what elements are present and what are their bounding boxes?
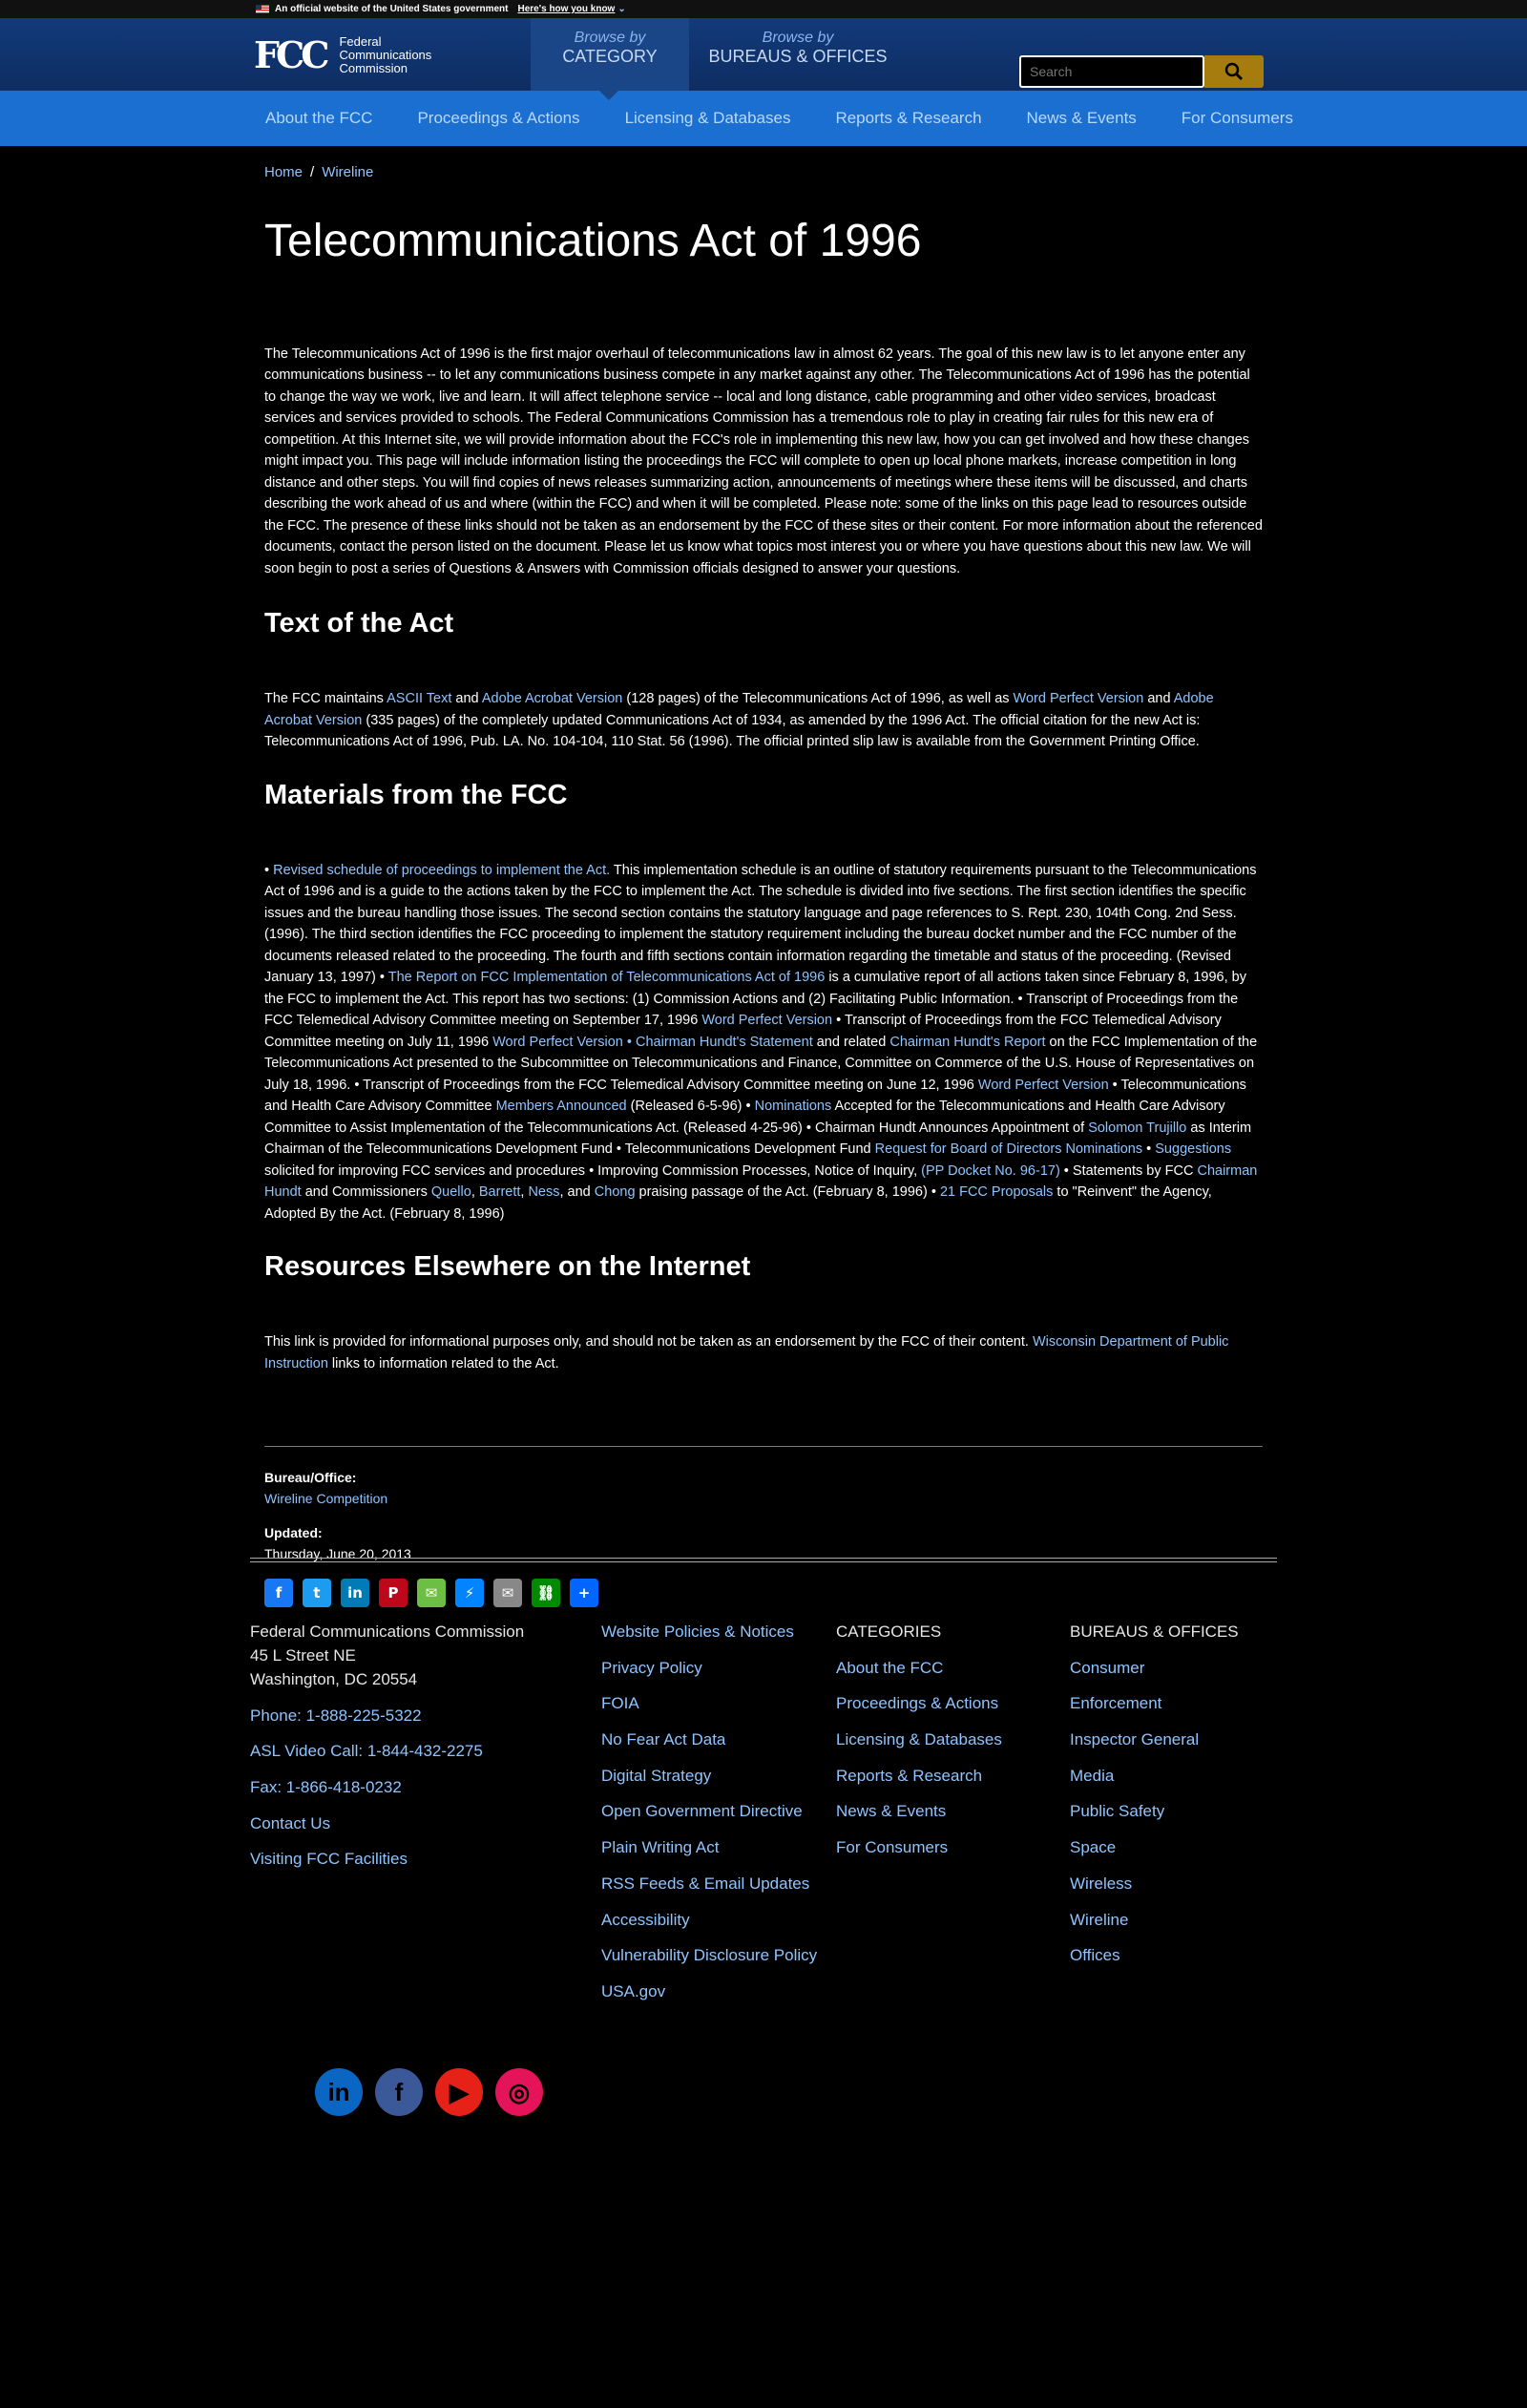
nav-consumers[interactable]: For Consumers: [1181, 109, 1293, 127]
inline-link[interactable]: (PP Docket No. 96-17): [921, 1162, 1060, 1179]
footer-bureau-link[interactable]: Enforcement: [1070, 1694, 1162, 1713]
footer-bureau-link[interactable]: Consumer: [1070, 1658, 1145, 1677]
inline-link[interactable]: 21 FCC Proposals: [939, 1184, 1054, 1201]
inline-text: links to information related to the Act.: [327, 1355, 559, 1372]
breadcrumb-wireline[interactable]: Wireline: [322, 164, 374, 180]
inline-text: and Commissioners: [301, 1184, 431, 1201]
inline-link[interactable]: Wisconsin Department of Public Instruction: [264, 1334, 1229, 1372]
footer-city: Washington, DC 20554: [250, 1670, 418, 1688]
footer-bureau-link[interactable]: Wireless: [1070, 1874, 1133, 1893]
inline-link[interactable]: Chairman Hundt: [264, 1162, 1258, 1201]
inline-link[interactable]: •: [622, 1034, 636, 1050]
copy-link-icon[interactable]: ⛓: [532, 1579, 560, 1607]
nav-proceedings[interactable]: Proceedings & Actions: [417, 109, 580, 127]
nav-news[interactable]: News & Events: [1026, 109, 1137, 127]
updated-label: Updated:: [264, 1525, 323, 1541]
nav-about[interactable]: About the FCC: [265, 109, 373, 127]
footer-bureaus-heading: BUREAUS & OFFICES: [1070, 1623, 1239, 1641]
inline-text: Accepted for the Telecommunications and Health Care Advisory Committee to Assist Implementation of the Telecommunications Act. (Released 4-25-96) • Chairman Hundt Announces Appointment of: [264, 1099, 1225, 1136]
inline-text: solicited for improving FCC services and procedures • Improving Commission Processes, Notice of Inquiry,: [264, 1162, 922, 1179]
inline-link[interactable]: Barrett: [478, 1184, 521, 1201]
heres-how-you-know-link[interactable]: Here's how you know: [517, 4, 616, 14]
footer-link[interactable]: Vulnerability Disclosure Policy: [601, 1946, 818, 1965]
footer-link[interactable]: Website Policies & Notices: [601, 1623, 794, 1641]
footer-policies-column: [601, 1620, 821, 2016]
inline-link[interactable]: Chong: [594, 1184, 636, 1201]
inline-link[interactable]: Word Perfect Version: [492, 1034, 623, 1050]
footer-link[interactable]: Privacy Policy: [601, 1658, 702, 1677]
inline-link[interactable]: Revised schedule of proceedings to implement the Act.: [273, 862, 611, 878]
footer-bureaus-column: [1070, 1620, 1239, 1979]
footer-agency-name: Federal Communications Commission: [250, 1623, 525, 1641]
updated-date: Thursday, June 20, 2013: [264, 1546, 411, 1562]
fcc-logo-mark: FCC: [254, 33, 326, 76]
linkedin-share-icon[interactable]: in: [341, 1579, 369, 1607]
inline-text: and: [1143, 691, 1174, 707]
text-of-act-paragraph: [264, 688, 1263, 753]
youtube-icon[interactable]: ▶: [435, 2068, 483, 2116]
facebook-share-icon[interactable]: f: [264, 1579, 293, 1607]
inline-text: (335 pages) of the completely updated Communications Act of 1934, as amended by the 1996 Act. The official citation for the new Act is: Telecommunications Act of 1996, Pub. LA. No. 104-104, 110 Stat. 56 (1996). The official printed slip law is available from the Government Printing Office.: [264, 712, 1201, 750]
resources-heading: Resources Elsewhere on the Internet: [264, 1251, 751, 1283]
browse-by-label: Browse by: [762, 30, 834, 46]
nav-licensing[interactable]: Licensing & Databases: [624, 109, 791, 127]
inline-text: The FCC maintains: [264, 691, 387, 707]
social-links: [315, 2068, 543, 2116]
main-content: [264, 164, 1263, 1607]
footer-category-link[interactable]: Proceedings & Actions: [836, 1694, 999, 1713]
materials-heading: Materials from the FCC: [264, 779, 568, 810]
main-nav: [0, 91, 1527, 146]
footer-bureau-link[interactable]: Space: [1070, 1838, 1117, 1857]
search-button[interactable]: [1204, 55, 1264, 88]
inline-link[interactable]: Request for Board of Directors Nominations: [874, 1141, 1143, 1158]
breadcrumb: [264, 164, 1263, 180]
messenger-share-icon[interactable]: ⚡: [455, 1579, 484, 1607]
breadcrumb-separator: /: [310, 164, 315, 180]
browse-by-bureaus-tab[interactable]: [704, 18, 891, 91]
linkedin-icon[interactable]: in: [315, 2068, 363, 2116]
footer-category-link[interactable]: For Consumers: [836, 1838, 949, 1857]
masthead: [0, 18, 1527, 91]
footer-bureau-link[interactable]: Public Safety: [1070, 1802, 1165, 1821]
share-more-icon[interactable]: +: [570, 1579, 598, 1607]
fcc-logo[interactable]: [254, 35, 431, 75]
email-share-icon[interactable]: ✉: [493, 1579, 522, 1607]
inline-text: ,: [471, 1184, 479, 1201]
facebook-icon[interactable]: f: [375, 2068, 423, 2116]
inline-text: to "Reinvent" the Agency, Adopted By the Act. (February 8, 1996): [264, 1184, 1212, 1222]
footer-link[interactable]: Digital Strategy: [601, 1766, 712, 1785]
footer-fax-link[interactable]: Fax: 1-866-418-0232: [250, 1778, 402, 1797]
footer-asl-link[interactable]: ASL Video Call: 1-844-432-2275: [250, 1742, 483, 1761]
inline-text: , and: [559, 1184, 595, 1201]
footer-categories-column: [836, 1620, 1002, 1872]
inline-link[interactable]: Chairman Hundt's Report: [889, 1034, 1046, 1050]
browse-by-category-tab[interactable]: [531, 18, 689, 91]
bureau-office-label: Bureau/Office:: [264, 1470, 357, 1486]
nav-reports[interactable]: Reports & Research: [835, 109, 982, 127]
footer-bureau-link[interactable]: Media: [1070, 1766, 1115, 1785]
footer-bureau-link[interactable]: Offices: [1070, 1946, 1120, 1965]
logo-line: Commission: [339, 61, 408, 75]
footer-categories-heading: CATEGORIES: [836, 1623, 942, 1641]
footer-category-link[interactable]: Licensing & Databases: [836, 1730, 1002, 1749]
inline-link[interactable]: Solomon Trujillo: [1088, 1120, 1187, 1136]
inline-link[interactable]: Quello: [430, 1184, 471, 1201]
bureaus-label: BUREAUS & OFFICES: [708, 47, 888, 66]
breadcrumb-home[interactable]: Home: [264, 164, 303, 180]
logo-line: Communications: [339, 48, 432, 62]
intro-paragraph: The Telecommunications Act of 1996 is the first major overhaul of telecommunications law in almost 62 years. The goal of this new law is to let anyone enter any communications business -- to let any communications business compete in any market against any other. The Telecommunications Act of 1996 has the potential to change the way we work, live and learn. It will affect telephone service -- local and long distance, cable programming and other video services, broadcast services and services provided to schools. The Federal Communications Commission has a tremendous role to play in creating fair rules for this new era of competition. At this Internet site, we will provide information about the FCC's role in implementing this new law, how you can get involved and how these changes might impact you. This page will include information listing the proceedings the FCC will complete to open up local phone markets, increase competition in long distance and other steps. You will find copies of news releases summarizing action, announcements of meetings where these items will be discussed, and charts describing the work ahead of us and where (within the FCC) and when it will be completed. Please note: some of the links on this page lead to resources outside the FCC. The presence of these links should not be taken as an endorsement by the FCC of these sites or their content. For more information about the referenced documents, contact the person listed on the document. Please let us know what topics most interest you or where you have questions about this new law. We will soon begin to post a series of Questions & Answers with Commission officials designed to answer your questions.: [264, 345, 1263, 576]
footer-street: 45 L Street NE: [250, 1646, 356, 1665]
inline-text: This implementation schedule is an outline of statutory requirements pursuant to the Telecommunications Act of 1996 and is a guide to the actions taken by the FCC to implement the Act. The schedule is divided into five sections. The first section identifies the specific issues and the bureau handling those issues. The second section contains the statutory language and page references to S. Rept. 230, 104th Cong. 2nd Sess. (1996). The third section identifies the FCC proceeding to implement the statutory requirement including the bureau docket number and the FCC number of the documents released related to the proceeding. The fourth and fifth sections contain information regarding the timetable and status of the proceeding. (Revised January 13, 1997) •: [264, 862, 1257, 986]
footer-category-link[interactable]: Reports & Research: [836, 1766, 983, 1785]
inline-text: (128 pages) of the Telecommunications Act of 1996, as well as: [622, 691, 1014, 707]
inline-link[interactable]: Word Perfect Version: [701, 1013, 833, 1029]
inline-text: •: [1142, 1141, 1156, 1158]
pinterest-share-icon[interactable]: P: [379, 1579, 408, 1607]
page-title: Telecommunications Act of 1996: [264, 216, 922, 266]
inline-link[interactable]: Adobe Acrobat Version: [264, 691, 1214, 728]
footer-link[interactable]: USA.gov: [601, 1981, 666, 2000]
footer-contact-column: [250, 1620, 524, 1883]
inline-text: • Telecommunications and Health Care Advisory Committee: [264, 1077, 1246, 1115]
inline-link[interactable]: Word Perfect Version: [1013, 691, 1144, 707]
instagram-icon[interactable]: ◎: [495, 2068, 543, 2116]
inline-link[interactable]: The Report on FCC Implementation of Telecommunications Act of 1996: [387, 970, 826, 986]
resources-paragraph: [264, 1331, 1263, 1374]
materials-paragraph: [264, 860, 1263, 1225]
footer-link[interactable]: Open Government Directive: [601, 1802, 803, 1821]
sms-share-icon[interactable]: ✉: [417, 1579, 446, 1607]
footer-phone-link[interactable]: Phone: 1-888-225-5322: [250, 1706, 422, 1725]
inline-link[interactable]: Members Announced: [495, 1099, 627, 1115]
footer-category-link[interactable]: About the FCC: [836, 1658, 944, 1677]
inline-link[interactable]: Word Perfect Version: [977, 1077, 1109, 1093]
inline-text: This link is provided for informational purposes only, and should not be taken as an endorsement by the FCC of their content.: [264, 1334, 1033, 1351]
inline-link[interactable]: Nominations: [754, 1099, 832, 1115]
inline-text: • Transcript of Proceedings from the FCC Telemedical Advisory Committee meeting on July 11, 1996: [264, 1013, 1222, 1050]
footer-bureau-link[interactable]: Inspector General: [1070, 1730, 1200, 1749]
inline-text: as Interim Chairman of the Telecommunications Development Fund • Telecommunications Development Fund: [264, 1120, 1252, 1158]
inline-link[interactable]: ASCII Text: [387, 691, 452, 707]
footer-link[interactable]: FOIA: [601, 1694, 639, 1713]
fcc-logo-text: [339, 35, 431, 75]
inline-text: and related: [812, 1034, 890, 1050]
search-icon: [1224, 62, 1244, 81]
browse-by-label: Browse by: [574, 30, 646, 46]
inline-text: is a cumulative report of all actions taken since February 8, 1996, by the FCC to implement the Act. This report has two sections: (1) Commission Actions and (2) Facilitating Public Information. • Transcript of Proceedings from the FCC Telemedical Advisory Committee meeting on September 17, 1996: [264, 970, 1246, 1029]
footer-category-link[interactable]: News & Events: [836, 1802, 947, 1821]
inline-text: and: [451, 691, 482, 707]
footer-contact-link[interactable]: Contact Us: [250, 1813, 331, 1832]
inline-link[interactable]: Ness: [528, 1184, 560, 1201]
us-flag-icon: [256, 5, 269, 13]
inline-text: • Statements by FCC: [1059, 1162, 1198, 1179]
inline-text: praising passage of the Act. (February 8, 1996) •: [635, 1184, 940, 1201]
gov-banner-text: An official website of the United States government: [275, 4, 509, 14]
footer-bureau-link[interactable]: Wireline: [1070, 1910, 1129, 1929]
inline-link[interactable]: Adobe Acrobat Version: [481, 691, 623, 707]
text-of-act-heading: Text of the Act: [264, 608, 454, 639]
footer-visiting-link[interactable]: Visiting FCC Facilities: [250, 1850, 408, 1869]
inline-text: •: [264, 862, 274, 878]
footer-divider: [250, 1558, 1277, 1562]
inline-link[interactable]: Suggestions: [1155, 1141, 1232, 1158]
footer-link[interactable]: Accessibility: [601, 1910, 690, 1929]
inline-text: (Released 6-5-96) •: [626, 1099, 755, 1115]
footer-link[interactable]: RSS Feeds & Email Updates: [601, 1874, 810, 1893]
footer-link[interactable]: No Fear Act Data: [601, 1730, 726, 1749]
inline-link[interactable]: Chairman Hundt's Statement: [636, 1034, 813, 1050]
category-label: CATEGORY: [562, 47, 658, 66]
twitter-share-icon[interactable]: t: [303, 1579, 331, 1607]
bureau-office-link[interactable]: Wireline Competition: [264, 1491, 388, 1507]
footer-link[interactable]: Plain Writing Act: [601, 1838, 720, 1857]
chevron-down-icon[interactable]: ⌄: [617, 4, 626, 14]
share-buttons: [264, 1579, 1263, 1607]
gov-banner: [0, 0, 1527, 18]
inline-text: ,: [520, 1184, 529, 1201]
search-input[interactable]: [1019, 55, 1204, 88]
divider: [264, 1446, 1263, 1447]
inline-text: on the FCC Implementation of the Telecommunications Act presented to the Subcommittee on Telecommunications and Finance, Committee on Commerce of the U.S. House of Representatives on July 18, 1996. • Transcript of Proceedings from the FCC Telemedical Advisory Committee meeting on June 12, 1996: [264, 1034, 1258, 1093]
logo-line: Federal: [339, 34, 382, 49]
